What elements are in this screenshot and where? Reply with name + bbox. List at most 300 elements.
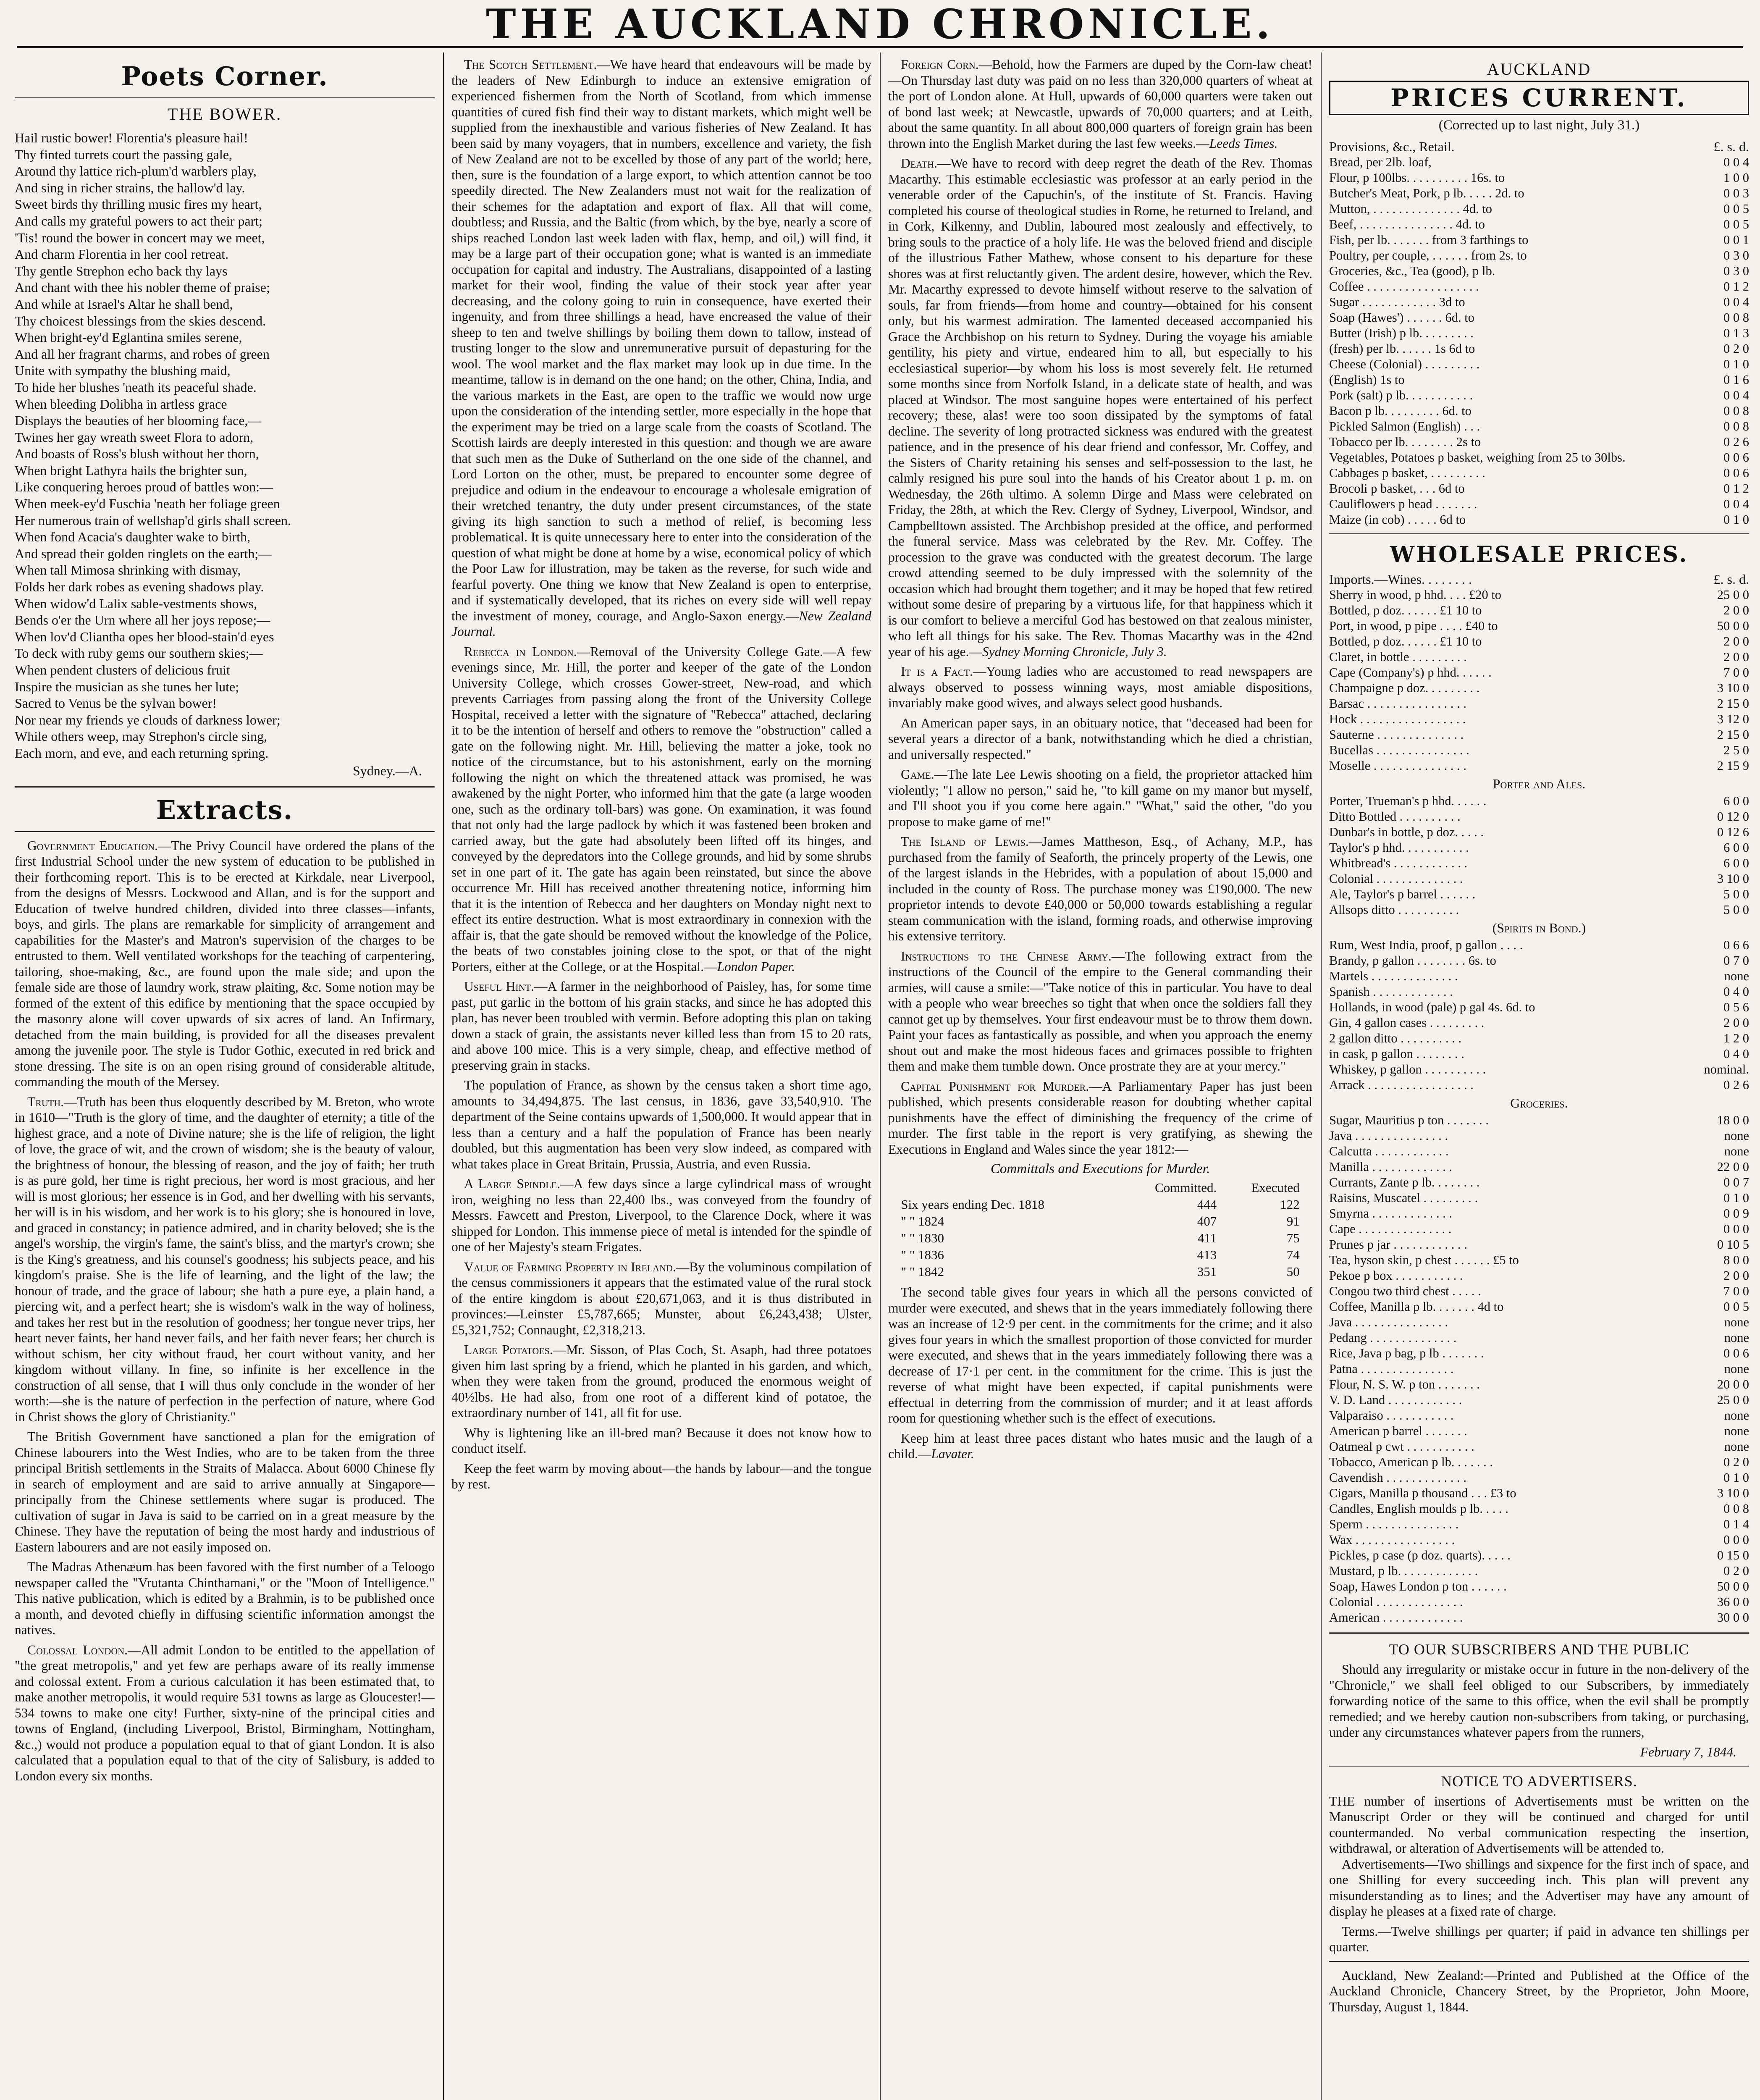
article-text: —The Privy Council have ordered the plans of the first Industrial School under the new system of education to be published in their forthcoming report. This is to be erected at Kirkdale, near Liverpool, from the designs of Messrs. Lockwood and Allan, and is for the support and Education of twelve hundred children, divided into three classes—infants, boys, and girls. The plans are remarkable for simplicity of arrangement and capabilities for the Master's and Matron's supervision of the charges to be entrusted to them. Well ventilated workshops for the teaching of carpentering, tailoring, shoe-making, &c., are found upon the male side; and upon the female side are those of laundry work, straw plaiting, &c. Some notion may be formed of the extent of this edifice by mentioning that the space occupied by the masonry alone will cover upwards of six acres of land. An Infirmary, detached from the main building, is provided for all the diseases prevalent among the juvenile poor. The style is Tudor Gothic, executed in red brick and stone dressing. The site is on an open rising ground of considerable altitude, commanding the mouth of the Mersey. (15, 838, 435, 1089)
price-row (1329, 1046, 1749, 1062)
price-row (1329, 1221, 1749, 1237)
price-item: Pickled Salmon (English) . . . (1329, 419, 1480, 433)
price-value: 22 0 0 (1717, 1160, 1749, 1174)
price-value: 0 0 8 (1723, 419, 1749, 433)
article-source: Lavater. (931, 1446, 974, 1461)
article-source: Sydney Morning Chronicle, July 3. (982, 644, 1167, 659)
price-value: 0 0 8 (1723, 310, 1749, 325)
poem-title: THE BOWER. (167, 105, 282, 123)
price-value: 0 0 6 (1723, 466, 1749, 480)
price-row (1329, 587, 1749, 603)
price-value: 0 2 6 (1723, 1078, 1749, 1092)
price-value: none (1724, 1408, 1749, 1423)
price-row (1329, 294, 1749, 310)
poem-line: When fond Acacia's daughter wake to birth, (15, 529, 251, 545)
price-row (1329, 279, 1749, 294)
price-item: Ale, Taylor's p barrel . . . . . . (1329, 887, 1476, 901)
poem-line: And calls my grateful powers to act their part; (15, 213, 263, 228)
price-item: Cauliflowers p head . . . . . . . (1329, 497, 1477, 511)
table-cell: " " 1842 (901, 1264, 944, 1279)
price-value: 0 1 0 (1723, 357, 1749, 371)
price-value: 30 0 0 (1717, 1610, 1749, 1625)
article-headline: Rebecca in London. (464, 644, 577, 659)
price-row (1329, 649, 1749, 665)
price-value: 0 0 3 (1723, 186, 1749, 200)
price-value: 0 0 0 (1723, 1533, 1749, 1547)
price-item: Coffee, Manilla p lb. . . . . . . 4d to (1329, 1299, 1504, 1314)
price-value: 3 10 0 (1717, 681, 1749, 695)
price-value: 0 15 0 (1717, 1548, 1749, 1562)
price-row (1329, 1000, 1749, 1015)
poem-line: And charm Florentia in her cool retreat. (15, 247, 229, 262)
price-value: 0 3 0 (1723, 248, 1749, 262)
table-cell: 74 (1286, 1247, 1300, 1262)
advertisers-notice-p3: Terms.—Twelve shillings per quarter; if paid in advance ten shillings per quarter. (1329, 1924, 1749, 1954)
column-3 (888, 57, 1312, 2100)
murder-table-title: Committals and Executions for Murder. (990, 1161, 1210, 1176)
price-value: 3 10 0 (1717, 872, 1749, 886)
price-value: 0 1 0 (1723, 1191, 1749, 1205)
retail-price-table (1329, 139, 1749, 528)
table-cell: 50 (1286, 1264, 1300, 1279)
article-text: —We have to record with deep regret the death of the Rev. Thomas Macarthy. This estimable ecclesiastic was professor at an early period in the venerable order of the Capuchin's, of the institute of St. Francis. Having completed his course of theological studies in Rome, he returned to Ireland, and in Cork, Kilkenny, and Dublin, laboured most zealously and effectively, to bring souls to the practice of a holy life. He was the beloved friend and disciple of the illustrious Father Mathew, whose consent to his departure for these shores was at first reluctantly given. The ardent desire, however, which the Rev. Mr. Macarthy expressed to devote himself without reserve to the salvation of souls, far from friends—from home and country—obtained for his consent only, but his warmest admiration. The lamented deceased accompanied his Grace the Archbishop on his return to Sydney. During the voyage his amiable gentility, his piety and virtue, endeared him to all, but especially to his ecclesiastical superior—by whom his loss is most severely felt. He returned some months since from Norfolk Island, in a delicate state of health, and was placed at Windsor. The most sanguine hopes were entertained of his perfect recovery; these, alas! were too soon dissipated by the symptoms of fatal decline. The severity of long protracted sickness was endured with the greatest patience, and in the presence of his dear friend and confessor, Mr. Coffey, and the Sisters of Charity retaining his senses and self-possession to the last, he calmly resigned his pure soul into the hands of his Creator about 1 p. m. on Wednesday, the 26th ultimo. A solemn Dirge and Mass were celebrated on Friday, the 28th, at which the Rev. Clergy of Sydney, Liverpool, Windsor, and Campbelltown assisted. The Archbishop presided at the office, and performed the funeral service. Mass was celebrated by the Rev. Mr. Coffey. The procession to the grave was conducted with the greatest decorum. The large crowd attending seemed to be duly impressed with the solemnity of the occasion which had brought them together; and it may be hoped that few retired without some desire of preparing by a virtuous life, for that happiness which it is our comfort to believe a merciful God has bestowed on that zealous minister, who left all things for his sake. The Rev. Thomas Macarthy was in the 42nd year of his age.— (888, 156, 1312, 659)
article-text: Why is lightening like an ill-bred man? Because it does not know how to conduct itself. (451, 1425, 871, 1456)
price-row (1329, 1408, 1749, 1423)
price-value: 0 2 0 (1723, 1455, 1749, 1469)
price-row (1329, 1144, 1749, 1159)
table-header (897, 1179, 1118, 1196)
price-value: 0 0 9 (1723, 1206, 1749, 1221)
table-row (897, 1230, 1304, 1247)
poem-line: And while at Israel's Altar he shall bend, (15, 296, 233, 312)
price-item: Arrack . . . . . . . . . . . . . . . . . (1329, 1078, 1474, 1092)
price-value: 0 1 2 (1723, 279, 1749, 294)
price-category-label: Porter and Ales. (1492, 776, 1586, 791)
poem-line: And all her fragrant charms, and robes of green (15, 346, 270, 362)
price-row (1329, 1501, 1749, 1517)
price-item: (English) 1s to (1329, 373, 1405, 387)
price-item: Valparaiso . . . . . . . . . . . (1329, 1408, 1454, 1423)
price-item: Cabbages p basket, . . . . . . . . . (1329, 466, 1485, 480)
column-2 (451, 57, 871, 2100)
price-value: 3 10 0 (1717, 1486, 1749, 1500)
price-row (1329, 1392, 1749, 1408)
article-paragraph (451, 1461, 871, 1492)
price-value: 0 4 0 (1723, 984, 1749, 999)
price-item: Soap (Hawes') . . . . . . 6d. to (1329, 310, 1475, 325)
price-item: Rice, Java p bag, p lb . . . . . . . (1329, 1346, 1484, 1360)
price-item: Soap, Hawes London p ton . . . . . . (1329, 1579, 1507, 1593)
price-row (1329, 170, 1749, 186)
price-value: none (1724, 1424, 1749, 1438)
price-item: Brandy, p gallon . . . . . . . . 6s. to (1329, 953, 1496, 968)
price-row (1329, 1532, 1749, 1548)
price-item: Cape (Company's) p hhd. . . . . . (1329, 665, 1492, 680)
price-item: Whitbread's . . . . . . . . . . . . (1329, 856, 1468, 870)
table-cell: 413 (1197, 1247, 1217, 1262)
poem-line: Her numerous train of wellshap'd girls shall screen. (15, 512, 291, 528)
price-row (1329, 937, 1749, 953)
price-item: 2 gallon ditto . . . . . . . . . . (1329, 1031, 1462, 1045)
price-row (1329, 403, 1749, 419)
price-row (1329, 1284, 1749, 1299)
price-item: Java . . . . . . . . . . . . . . . (1329, 1129, 1448, 1143)
poem-line: Nor near my friends ye clouds of darkness lower; (15, 712, 281, 727)
price-item: Wax . . . . . . . . . . . . . . . . (1329, 1533, 1455, 1547)
price-row (1329, 1486, 1749, 1501)
price-value: 2 15 0 (1717, 696, 1749, 711)
price-item: Butter (Irish) p lb. . . . . . . . . (1329, 326, 1474, 340)
price-value: 0 0 4 (1723, 388, 1749, 402)
price-item: Prunes p jar . . . . . . . . . . . . (1329, 1237, 1467, 1252)
article-headline: Government Education. (27, 838, 158, 853)
advertisers-notice-p2: Advertisements—Two shillings and sixpence for the first inch of space, and one Shilling for every succeeding inch. This plan will prevent any misunderstanding as to lines; and the Advertiser may have any amount of display he pleases at a fixed rate of charge. (1329, 1856, 1749, 1919)
poem-line: Hail rustic bower! Florentia's pleasure hail! (15, 130, 248, 145)
price-row (1329, 1299, 1749, 1315)
price-row (1329, 711, 1749, 727)
article-paragraph (15, 1642, 435, 1784)
article-headline: The Island of Lewis. (901, 834, 1029, 849)
poem-line: Bends o'er the Urn where all her joys repose;— (15, 612, 270, 628)
price-row (1329, 357, 1749, 372)
price-item: Mutton, . . . . . . . . . . . . . . 4d. to (1329, 202, 1492, 216)
table-cell: " " 1830 (901, 1231, 944, 1245)
table-row (897, 1247, 1304, 1263)
article-headline: Colossal London. (27, 1642, 128, 1657)
price-row (1329, 1159, 1749, 1175)
article-text: —Removal of the University College Gate.—A few evenings since, Mr. Hill, the porter and keeper of the gate of the London University College, which crosses Gower-street, New-road, and which prevents Carriages from passing along the front of the University College Hospital, received a letter with the signature of "Rebecca" attached, declaring it to be the intention of herself and others to remove the "obstruction" called a gate on the following night. Mr. Hill, believing the matter a joke, took no notice of the circumstance, but to his astonishment, early on the morning following the night on which the threatened attack was promised, he was awakened by the night Porter, who informed him that the gate (a large wooden one, such as the ordinary toll-bars) was gone. On examination, it was found that not only had the large padlock by which it was fastened been broken and carried away, but the gate had absolutely been lifted off its hinges, and conveyed by the depredators into the College grounds, and hid by some shrubs set in one part of it. The gate has again been reinstated, but since the above occurrence Mr. Hill has received another threatening notice, informing him that it is the intention of Rebecca and her daughters on Monday night next to effect its entire destruction. What is most extraordinary in connexion with the affair is, that the gate should be removed without the knowledge of the Police, the beats of two constables joining close to the spot, or that of the night Porters, either at the College, or at the Hospital.— (451, 644, 871, 974)
article-text: —By the voluminous compilation of the census commissioners it appears that the estimated value of the rural stock of the entire kingdom is about £20,671,063, and it is thus distributed in provinces:—Leinster £5,787,665; Munster, about £6,243,438; Ulster, £5,321,752; Connaught, £2,318,213. (451, 1259, 871, 1337)
price-value: 2 0 0 (1723, 1016, 1749, 1030)
price-column-header-row (1329, 572, 1749, 587)
price-item: Sugar . . . . . . . . . . . . 3d to (1329, 295, 1465, 309)
article-headline: Value of Farming Property in Ireland. (464, 1259, 676, 1274)
poem-line: Around thy lattice rich-plum'd warblers play, (15, 163, 257, 179)
wholesale-price-table (1329, 572, 1749, 1625)
article-text: An American paper says, in an obituary notice, that "deceased had been for several years a director of a bank, notwithstanding which he died a christian, and universally respected." (888, 715, 1312, 762)
price-item: Mustard, p lb. . . . . . . . . . . . . (1329, 1564, 1478, 1578)
article-paragraph (451, 1342, 871, 1421)
table-row (897, 1196, 1304, 1213)
price-row (1329, 1423, 1749, 1439)
price-item: Java . . . . . . . . . . . . . . . (1329, 1315, 1448, 1329)
price-item: Butcher's Meat, Pork, p lb. . . . . 2d. to (1329, 186, 1524, 200)
price-value: none (1724, 1439, 1749, 1454)
price-item: in cask, p gallon . . . . . . . . (1329, 1047, 1464, 1061)
price-row (1329, 696, 1749, 711)
price-value: 0 0 6 (1723, 450, 1749, 465)
article-text: —Mr. Sisson, of Plas Coch, St. Asaph, had three potatoes given him last spring by a friend, which he planted in his garden, and which, when they were taken from the ground, produced the enormous weight of 40½lbs. He had also, from one root of a different kind of potatoe, the extraordinary number of 141, all fit for use. (451, 1342, 871, 1420)
price-value: 6 0 0 (1723, 856, 1749, 870)
price-row (1329, 326, 1749, 341)
subscribers-notice-date: February 7, 1844. (1640, 1744, 1736, 1759)
price-row (1329, 341, 1749, 357)
poem-line: Folds her dark robes as evening shadows play. (15, 579, 264, 595)
price-value: 0 12 0 (1717, 809, 1749, 824)
price-row (1329, 496, 1749, 512)
price-category (1329, 1093, 1749, 1113)
price-value: 0 0 5 (1723, 202, 1749, 216)
article-headline: Useful Hint. (464, 979, 534, 994)
price-item: Ditto Bottled . . . . . . . . . . (1329, 809, 1461, 824)
extracts-column-2 (451, 57, 871, 1492)
article-source: London Paper. (717, 959, 795, 974)
price-value: none (1724, 1129, 1749, 1143)
table-cell: 444 (1197, 1197, 1217, 1212)
price-value: 0 1 2 (1723, 481, 1749, 496)
prices-subtitle: (Corrected up to last night, July 31.) (1438, 118, 1640, 133)
poem-line: When lov'd Cliantha opes her blood-stain'd eyes (15, 629, 274, 644)
subscribers-notice-body: Should any irregularity or mistake occur in future in the non-delivery of the "Chronicle," we shall feel obliged to our Subscribers, by immediately forwarding notice of the same to this office, when the evil shall be promptly remedied; and we hereby caution non-subscribers from taking, or purchasing, under any circumstances whatever papers from the runners, (1329, 1662, 1749, 1740)
price-value: none (1724, 1362, 1749, 1376)
price-value: 0 3 0 (1723, 264, 1749, 278)
poem-line: Thy finted turrets court the passing gale, (15, 147, 233, 162)
price-item: Martels . . . . . . . . . . . . . . (1329, 969, 1458, 983)
price-value: 1 0 0 (1723, 171, 1749, 185)
article-paragraph (451, 644, 871, 975)
price-item: American p barrel . . . . . . . (1329, 1424, 1467, 1438)
price-category (1329, 918, 1749, 937)
price-row (1329, 793, 1749, 809)
poem-line: While others weep, may Strephon's circle sing, (15, 729, 268, 744)
price-row (1329, 603, 1749, 618)
article-text: —All admit London to be entitled to the appellation of "the great metropolis," and yet few are perhaps aware of its really immense and colossal extent. From a curious calculation it has been estimated that, to make another metropolis, it would require 531 towns as large as Gloucester!—534 towns to make one city! Further, sixty-nine of the principal cities and towns of England, (including Liverpool, Bristol, Birmingham, Nottingham, &c.,) would not produce a population equal to that of giant London. It is also calculated that a population equal to that of the city of Salisbury, is added to London every six months. (15, 1642, 435, 1783)
price-item: Port, in wood, p pipe . . . . £40 to (1329, 619, 1498, 633)
masthead-rule (17, 46, 1743, 48)
price-item: Sugar, Mauritius p ton . . . . . . . (1329, 1113, 1489, 1127)
poem-line: When widow'd Lalix sable-vestments shows, (15, 596, 257, 611)
column-rule (443, 52, 444, 2100)
article-headline: Instructions to the Chinese Army. (901, 948, 1112, 963)
article-source: Leeds Times. (1209, 136, 1278, 151)
article-text: —Young ladies who are accustomed to read newspapers are always observed to possess winning ways, most amiable dispositions, invariably make good wives, and always select good husbands. (888, 664, 1312, 710)
price-row (1329, 1594, 1749, 1610)
price-row (1329, 856, 1749, 871)
poem-line: When tall Mimosa shrinking with dismay, (15, 562, 241, 578)
price-item: Vegetables, Potatoes p basket, weighing from 25 to 30lbs. (1329, 450, 1626, 465)
price-item: Cheese (Colonial) . . . . . . . . . (1329, 357, 1480, 371)
currency-units-header: £. s. d. (1713, 139, 1749, 154)
price-item: Bread, per 2lb. loaf, (1329, 155, 1432, 169)
price-item: Claret, in bottle . . . . . . . . . (1329, 650, 1467, 664)
article-headline: Death. (901, 156, 937, 171)
price-row (1329, 248, 1749, 263)
price-item: Poultry, per couple, . . . . . . from 2s. to (1329, 248, 1527, 262)
article-paragraph (888, 715, 1312, 763)
price-row (1329, 186, 1749, 201)
price-item: Patna . . . . . . . . . . . . . . . (1329, 1362, 1454, 1376)
poem-line: And spread their golden ringlets on the earth;— (15, 546, 272, 561)
price-row (1329, 758, 1749, 774)
price-row (1329, 388, 1749, 403)
table-cell: 351 (1197, 1264, 1217, 1279)
article-paragraph (888, 834, 1312, 944)
price-item: Sauterne . . . . . . . . . . . . . . (1329, 727, 1464, 742)
price-item: Flour, N. S. W. p ton . . . . . . . (1329, 1377, 1480, 1391)
price-row (1329, 1190, 1749, 1206)
price-item: Fish, per lb. . . . . . . from 3 farthings to (1329, 233, 1529, 247)
price-value: 5 0 0 (1723, 903, 1749, 917)
price-row (1329, 1377, 1749, 1392)
price-row (1329, 618, 1749, 634)
price-value: 36 0 0 (1717, 1595, 1749, 1609)
price-item: Barsac . . . . . . . . . . . . . . . . (1329, 696, 1466, 711)
price-item: Smyrna . . . . . . . . . . . . . (1329, 1206, 1453, 1221)
price-row (1329, 1579, 1749, 1594)
article-text: The population of France, as shown by the census taken a short time ago, amounts to 34,494,875. The last census, in 1836, gave 33,540,910. The department of the Seine contains upwards of 1,500,000. It would appear that in less than a century and a half the population of France has been nearly doubled, but this augmentation has been very slow indeed, as compared with what takes place in Great Britain, Prussia, Austria, and even Russia. (451, 1078, 871, 1171)
price-value: 50 0 0 (1717, 619, 1749, 633)
price-item: Cape . . . . . . . . . . . . . . . (1329, 1222, 1452, 1236)
price-value: 3 12 0 (1717, 712, 1749, 726)
price-category-label: Groceries. (1510, 1095, 1568, 1110)
price-item: Gin, 4 gallon cases . . . . . . . . . (1329, 1016, 1485, 1030)
prices-current-heading: PRICES CURRENT. (1329, 81, 1749, 115)
article-paragraph (451, 1425, 871, 1457)
poem-line: When pendent clusters of delicious fruit (15, 662, 230, 677)
price-value: 0 5 6 (1723, 1000, 1749, 1014)
price-item: Porter, Trueman's p hhd. . . . . . (1329, 794, 1487, 808)
price-item: Sherry in wood, p hhd. . . . £20 to (1329, 588, 1502, 602)
price-item: Congou two third chest . . . . . (1329, 1284, 1481, 1298)
article-text: —Truth has been thus eloquently described by M. Breton, who wrote in 1610—"Truth is the glory of time, and the daughter of eternity; a title of the highest grace, and a note of Divine nature; she is the life of religion, the light of love, the grace of wit, and the crown of wisdom; she is the beauty of valour, the brightness of honour, the blessing of reason, and the joy of faith; her truth is as pure gold, her time is right precious, her word is most gracious, and her will is most glorious; her essence is in God, and her dwelling with his servants, her will is in his wisdom, and her work is to his glory; she is honoured in love, and graced in constancy; in patience admired, and in charity beloved; she is the angel's worship, the virgin's fame, the saint's bliss, and the martyr's crown; she is the King's greatness, and his counsel's goodness; his subjects peace, and his kingdom's praise. She is the life of learning, and the light of the law; the honour of trade, and the grace of labour; she hath a pure eye, a plain hand, a piercing wit, and a perfect heart; she is wisdom's walk in the way of holiness, and takes her rest but in the resolution of goodness; her tongue never trips, her heart never faints, her hand never fails, and her faith never fears; her church is without schism, her city without fraud, her court without vanity, and her kingdom without villany. In fine, so infinite is her excellence in the construction of all sense, that I will thus only conclude in the wonder of her worth:—she is the nature of perfection in the perfection of nature, where God in Christ shows the glory of Christianity." (15, 1094, 435, 1424)
price-item: Raisins, Muscatel . . . . . . . . . (1329, 1191, 1478, 1205)
price-item: Whiskey, p gallon . . . . . . . . . . (1329, 1062, 1486, 1076)
extracts-heading: Extracts. (156, 794, 294, 825)
price-row (1329, 809, 1749, 824)
price-value: 2 15 0 (1717, 727, 1749, 742)
poem-line: When bright-ey'd Eglantina smiles serene, (15, 330, 242, 345)
poem-line: Unite with sympathy the blushing maid, (15, 363, 231, 378)
price-value: 2 0 0 (1723, 634, 1749, 648)
price-row (1329, 840, 1749, 856)
price-item: V. D. Land . . . . . . . . . . . . (1329, 1393, 1462, 1407)
poem-line: Twines her gay wreath sweet Flora to adorn, (15, 429, 254, 445)
article-paragraph (451, 57, 871, 640)
price-value: 0 4 0 (1723, 1047, 1749, 1061)
article-headline: Capital Punishment for Murder. (901, 1079, 1089, 1094)
price-row (1329, 201, 1749, 217)
poem-line: And sing in richer strains, the hallow'd lay. (15, 180, 245, 195)
price-row (1329, 419, 1749, 434)
price-item: Pedang . . . . . . . . . . . . . . (1329, 1331, 1457, 1345)
table-cell: 407 (1197, 1214, 1217, 1228)
price-row (1329, 634, 1749, 649)
article-headline: Truth. (27, 1094, 64, 1109)
price-value: 6 0 0 (1723, 840, 1749, 855)
price-row (1329, 1237, 1749, 1252)
price-value: 0 0 8 (1723, 404, 1749, 418)
article-text: —A few days since a large cylindrical mass of wrought iron, weighing no less than 22,400 lbs., was conveyed from the foundry of Messrs. Fawcett and Preston, Liverpool, to the Clarence Dock, where it was shipped for London. This immense piece of metal is intended for the spindle of one of her Majesty's steam Frigates. (451, 1176, 871, 1254)
price-item: Cavendish . . . . . . . . . . . . . (1329, 1470, 1467, 1485)
price-item: Bacon p lb. . . . . . . . . 6d. to (1329, 404, 1471, 418)
article-paragraph (888, 766, 1312, 830)
article-text: Keep the feet warm by moving about—the hands by labour—and the tongue by rest. (451, 1461, 871, 1491)
article-headline: It is a Fact. (901, 664, 973, 679)
extracts-column-1 (15, 838, 435, 1784)
price-item: Pickles, p case (p doz. quarts). . . . . (1329, 1548, 1511, 1562)
price-row (1329, 727, 1749, 743)
table-header: Committed. (1155, 1180, 1217, 1195)
article-paragraph (15, 1094, 435, 1425)
price-item: Hollands, in wood (pale) p gal 4s. 6d. to (1329, 1000, 1535, 1014)
article-text: —Behold, how the Farmers are duped by the Corn-law cheat!—On Thursday last duty was paid on no less than 320,000 quarters of wheat at the port of London alone. At Hull, upwards of 60,000 quarters were taken out of bond last week; at Newcastle, upwards of 70,000 quarters; and at Leith, about the same quantity. In all about 800,000 quarters of foreign grain has been thrown into the English Market during the last few weeks.— (888, 57, 1312, 151)
article-text: —A farmer in the neighborhood of Paisley, has, for some time past, put garlic in the bottom of his grain stacks, and since he has adopted this plan, has never been troubled with vermin. Before adopting this plan on taking down a stack of grain, the assistants never killed less than from 15 to 20 rats, and above 100 mice. This is a very simple, cheap, and effective method of preserving grain in stacks. (451, 979, 871, 1073)
price-item: Hock . . . . . . . . . . . . . . . . . (1329, 712, 1466, 726)
poem-line: 'Tis! round the bower in concert may we meet, (15, 230, 265, 245)
poem-line: Inspire the musician as she tunes her lute; (15, 679, 239, 694)
poem-line: When bright Lathyra hails the brighter sun, (15, 462, 247, 478)
price-category-label: (Spirits in Bond.) (1492, 920, 1586, 935)
price-row (1329, 217, 1749, 232)
article-paragraph (888, 1431, 1312, 1462)
price-row (1329, 1454, 1749, 1470)
price-item: Tea, hyson skin, p chest . . . . . . £5 to (1329, 1253, 1519, 1267)
price-row (1329, 450, 1749, 465)
price-row (1329, 1548, 1749, 1563)
price-value: 2 5 0 (1723, 743, 1749, 757)
price-value: 8 0 0 (1723, 1253, 1749, 1267)
price-row (1329, 1015, 1749, 1031)
article-headline: A Large Spindle. (464, 1176, 560, 1191)
advertisers-notice-title: NOTICE TO ADVERTISERS. (1441, 1772, 1637, 1790)
price-item: (fresh) per lb. . . . . . 1s 6d to (1329, 341, 1475, 356)
price-column-header-row (1329, 139, 1749, 155)
price-item: Pork (salt) p lb. . . . . . . . . . . (1329, 388, 1473, 402)
imprint: Auckland, New Zealand:—Printed and Published at the Office of the Auckland Chronicle, Chancery Street, by the Proprietor, John Moore, Thursday, August 1, 1844. (1329, 1968, 1749, 2014)
price-value: 0 0 7 (1723, 1175, 1749, 1189)
price-value: 2 0 0 (1723, 603, 1749, 617)
price-item: Groceries, &c., Tea (good), p lb. (1329, 264, 1495, 278)
poem-line: When bleeding Dolibha in artless grace (15, 396, 227, 412)
retail-category: Provisions, &c., Retail. (1329, 139, 1455, 154)
price-value: 0 0 1 (1723, 233, 1749, 247)
price-row (1329, 1330, 1749, 1346)
poem-line: Like conquering heroes proud of battles won:— (15, 479, 273, 495)
article-paragraph (888, 1079, 1312, 1158)
price-value: 0 10 5 (1717, 1237, 1749, 1252)
subscribers-notice-title: TO OUR SUBSCRIBERS AND THE PUBLIC (1389, 1641, 1689, 1658)
table-cell: Six years ending Dec. 1818 (901, 1197, 1044, 1212)
table-cell: 91 (1286, 1214, 1300, 1228)
price-item: Moselle . . . . . . . . . . . . . . . (1329, 759, 1467, 773)
price-value: 0 0 6 (1723, 1346, 1749, 1360)
article-text: —A Parliamentary Paper has just been published, which presents considerable reason for doubting whether capital punishments have the effect of diminishing the frequency of the crime of murder. The first table in the report is very gratifying, as shewing the Executions in England and Wales since the year 1812:— (888, 1079, 1312, 1157)
masthead-title: THE AUCKLAND CHRONICLE. (486, 0, 1274, 48)
price-row (1329, 665, 1749, 680)
poem-line: Displays the beauties of her blooming face,— (15, 413, 262, 428)
article-text: The British Government have sanctioned a plan for the emigration of Chinese labourers into the West Indies, who are to be taken from the three principal British settlements in the Straits of Malacca. About 6000 Chinese fly in search of employment and are said to arrive annually at Singapore—principally from the Chinese settlements where sugar is produced. The cultivation of sugar in Java is said to be carried on in a great measure by the Chinese. They have the reputation of being the most hardy and industrious of Eastern labourers and are not easily imposed on. (15, 1429, 435, 1554)
price-row (1329, 310, 1749, 326)
table-cell: 411 (1197, 1231, 1217, 1245)
poem-line: And chant with thee his nobler theme of praise; (15, 280, 270, 295)
price-row (1329, 680, 1749, 696)
price-item: Spanish . . . . . . . . . . . . . (1329, 984, 1453, 999)
article-text: —James Mattheson, Esq., of Achany, M.P., has purchased from the family of Seaforth, the princely property of the Lewis, one of the largest islands in the Hebrides, with a population of about 15,000 and included in the county of Ross. The purchase money was £190,000. The new proprietor intends to devote £40,000 or 50,000 towards establishing a regular steam communication with the island, forming roads, and otherwise improving his extensive territory. (888, 834, 1312, 943)
currency-units-header: £. s. d. (1713, 572, 1749, 587)
extracts-column-3-continued (888, 1284, 1312, 1462)
price-row (1329, 1077, 1749, 1093)
price-value: 0 1 0 (1723, 512, 1749, 527)
price-row (1329, 1128, 1749, 1144)
table-cell: " " 1824 (901, 1214, 944, 1228)
price-row (1329, 1268, 1749, 1284)
price-row (1329, 1563, 1749, 1579)
price-value: 18 0 0 (1717, 1113, 1749, 1127)
price-value: 5 0 0 (1723, 887, 1749, 901)
price-value: 0 2 6 (1723, 435, 1749, 449)
price-item: Dunbar's in bottle, p doz. . . . . (1329, 825, 1484, 839)
price-row (1329, 372, 1749, 388)
